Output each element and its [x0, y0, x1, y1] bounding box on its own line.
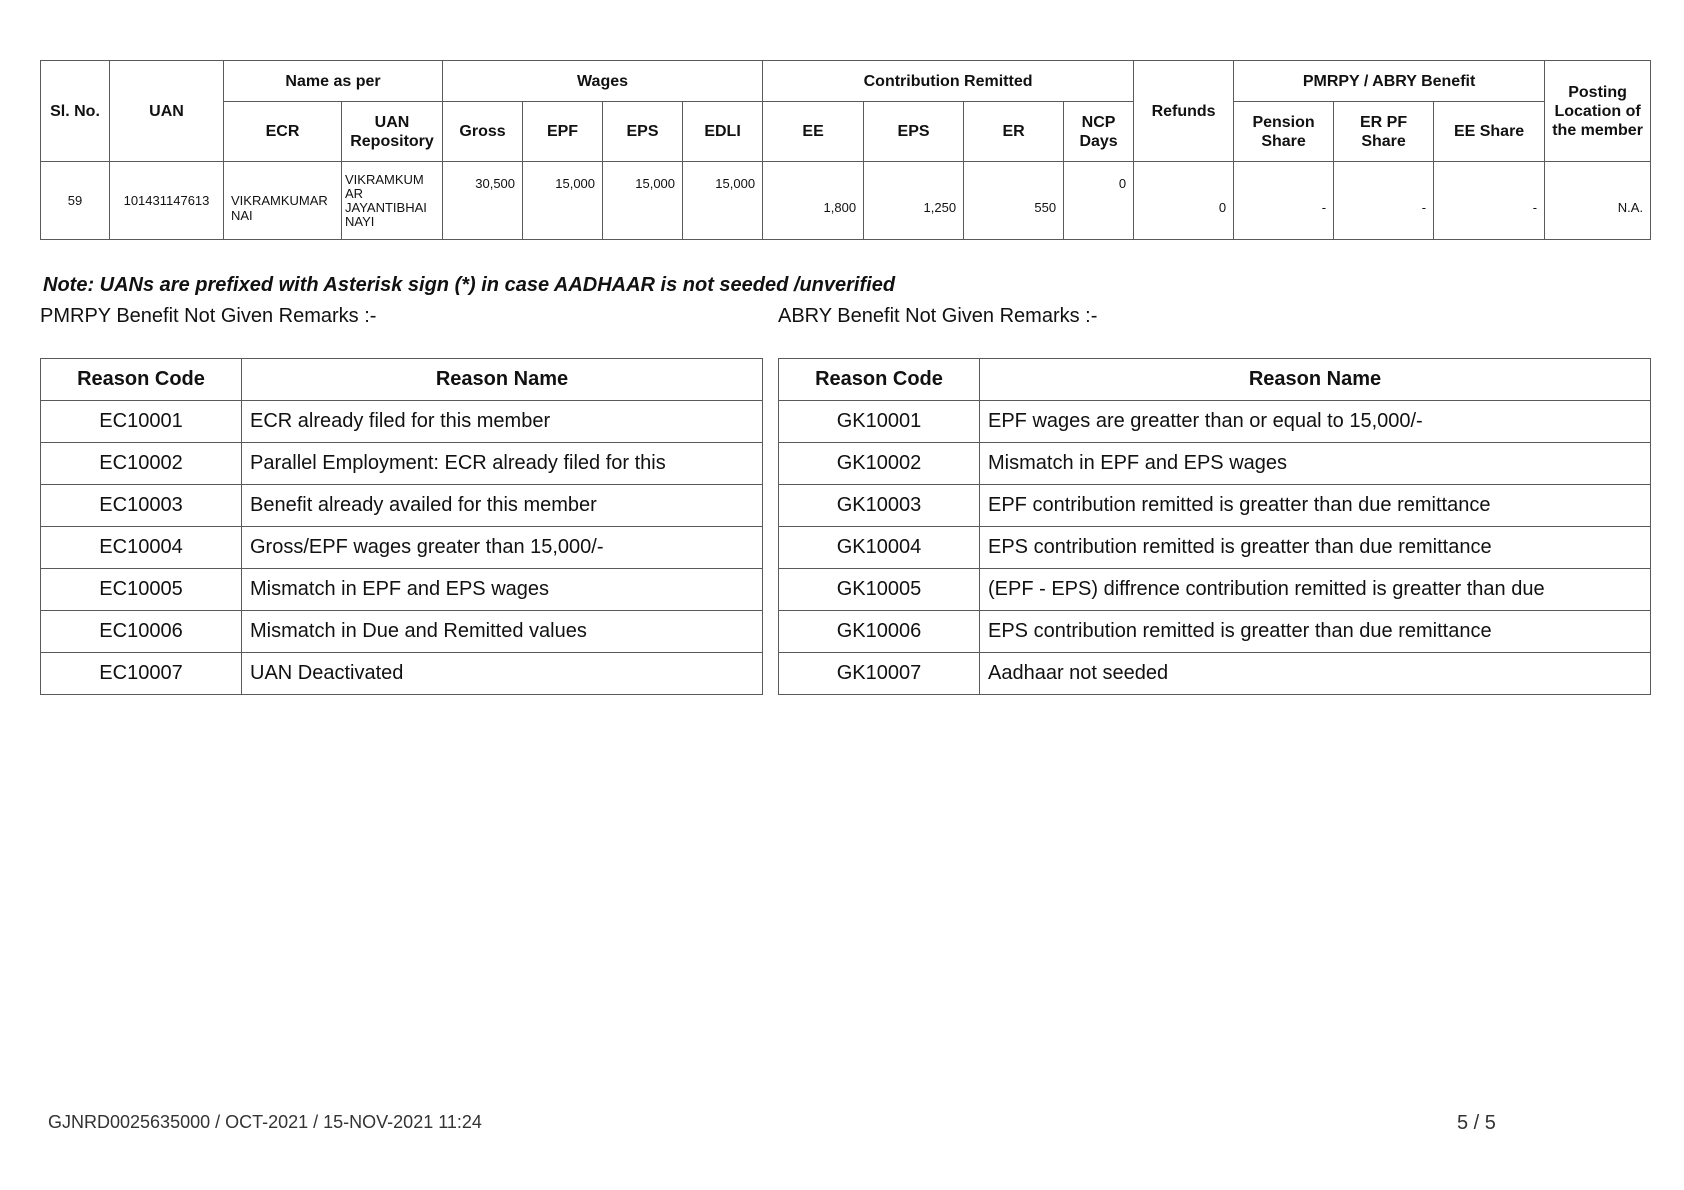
cell-name-uan-repository: VIKRAMKUM AR JAYANTIBHAI NAYI — [342, 162, 443, 240]
reason-name: EPS contribution remitted is greatter than due remittance — [980, 611, 1651, 653]
contribution-table — [40, 60, 1651, 240]
table-row — [41, 653, 763, 695]
cell-uan: 101431147613 — [110, 162, 224, 240]
header-reason-name: Reason Name — [242, 359, 763, 401]
table-row — [779, 485, 1651, 527]
header-pmrpy-abry-benefit: PMRPY / ABRY Benefit — [1234, 61, 1545, 102]
cell-posting-location: N.A. — [1545, 162, 1651, 240]
reason-name: Aadhaar not seeded — [980, 653, 1651, 695]
pmrpy-remarks-title: PMRPY Benefit Not Given Remarks :- — [40, 305, 377, 327]
reason-code: EC10002 — [41, 443, 242, 485]
footer-reference: GJNRD0025635000 / OCT-2021 / 15-NOV-2021 11:24 — [48, 1112, 482, 1132]
aadhaar-note: Note: UANs are prefixed with Asterisk sign (*) in case AADHAAR is not seeded /unverified — [43, 274, 896, 296]
reason-code: GK10006 — [779, 611, 980, 653]
table-row — [41, 443, 763, 485]
reason-code: GK10002 — [779, 443, 980, 485]
header-ee: EE — [763, 102, 864, 162]
cell-er: 550 — [964, 162, 1064, 240]
cell-er-pf-share: - — [1334, 162, 1434, 240]
cell-gross: 30,500 — [443, 162, 523, 240]
reason-name: Mismatch in EPF and EPS wages — [242, 569, 763, 611]
reason-code: GK10003 — [779, 485, 980, 527]
reason-code: EC10007 — [41, 653, 242, 695]
page-number: 5 / 5 — [1457, 1112, 1496, 1134]
reason-code: GK10001 — [779, 401, 980, 443]
reason-name: Mismatch in Due and Remitted values — [242, 611, 763, 653]
table-row — [41, 401, 763, 443]
cell-pension-share: - — [1234, 162, 1334, 240]
reason-code: EC10001 — [41, 401, 242, 443]
header-pension-share: Pension Share — [1234, 102, 1334, 162]
cell-name-ecr: VIKRAMKUMAR NAI — [224, 162, 342, 240]
cell-edli: 15,000 — [683, 162, 763, 240]
header-reason-code: Reason Code — [779, 359, 980, 401]
abry-remarks-title: ABRY Benefit Not Given Remarks :- — [778, 305, 1098, 327]
reason-name: UAN Deactivated — [242, 653, 763, 695]
reason-name: (EPF - EPS) diffrence contribution remitted is greatter than due — [980, 569, 1651, 611]
header-epf: EPF — [523, 102, 603, 162]
header-ecr: ECR — [224, 102, 342, 162]
cell-epf: 15,000 — [523, 162, 603, 240]
cell-ee-share: - — [1434, 162, 1545, 240]
header-posting-location: Posting Location of the member — [1545, 61, 1651, 162]
table-row — [41, 527, 763, 569]
header-edli: EDLI — [683, 102, 763, 162]
reason-code: GK10004 — [779, 527, 980, 569]
table-row — [779, 443, 1651, 485]
reason-name: Mismatch in EPF and EPS wages — [980, 443, 1651, 485]
cell-eps: 15,000 — [603, 162, 683, 240]
cell-sl-no: 59 — [41, 162, 110, 240]
table-row — [779, 401, 1651, 443]
header-wages: Wages — [443, 61, 763, 102]
reason-name: Parallel Employment: ECR already filed for this — [242, 443, 763, 485]
header-reason-name: Reason Name — [980, 359, 1651, 401]
abry-reason-table — [778, 358, 1651, 695]
header-er: ER — [964, 102, 1064, 162]
cell-ncp-days: 0 — [1064, 162, 1134, 240]
header-ee-share: EE Share — [1434, 102, 1545, 162]
reason-code: EC10005 — [41, 569, 242, 611]
header-uan: UAN — [110, 61, 224, 162]
table-row — [779, 527, 1651, 569]
cell-refunds: 0 — [1134, 162, 1234, 240]
header-name-as-per: Name as per — [224, 61, 443, 102]
reason-code: EC10004 — [41, 527, 242, 569]
header-refunds: Refunds — [1134, 61, 1234, 162]
reason-name: EPS contribution remitted is greatter than due remittance — [980, 527, 1651, 569]
cell-eps-contribution: 1,250 — [864, 162, 964, 240]
reason-name: ECR already filed for this member — [242, 401, 763, 443]
header-gross: Gross — [443, 102, 523, 162]
table-row — [41, 162, 1651, 240]
header-ncp-days: NCP Days — [1064, 102, 1134, 162]
cell-ee: 1,800 — [763, 162, 864, 240]
reason-name: Gross/EPF wages greater than 15,000/- — [242, 527, 763, 569]
table-row — [779, 569, 1651, 611]
reason-code: EC10006 — [41, 611, 242, 653]
reason-code: EC10003 — [41, 485, 242, 527]
table-row — [41, 611, 763, 653]
reason-name: EPF wages are greatter than or equal to 15,000/- — [980, 401, 1651, 443]
reason-code: GK10005 — [779, 569, 980, 611]
reason-name: EPF contribution remitted is greatter than due remittance — [980, 485, 1651, 527]
header-contribution-remitted: Contribution Remitted — [763, 61, 1134, 102]
pmrpy-reason-table — [40, 358, 763, 695]
header-uan-repository: UAN Repository — [342, 102, 443, 162]
table-row — [779, 653, 1651, 695]
reason-name: Benefit already availed for this member — [242, 485, 763, 527]
header-reason-code: Reason Code — [41, 359, 242, 401]
table-row — [41, 569, 763, 611]
header-sl-no: Sl. No. — [41, 61, 110, 162]
header-er-pf-share: ER PF Share — [1334, 102, 1434, 162]
table-row — [779, 611, 1651, 653]
table-row — [41, 485, 763, 527]
header-eps-contribution: EPS — [864, 102, 964, 162]
reason-code: GK10007 — [779, 653, 980, 695]
header-eps: EPS — [603, 102, 683, 162]
